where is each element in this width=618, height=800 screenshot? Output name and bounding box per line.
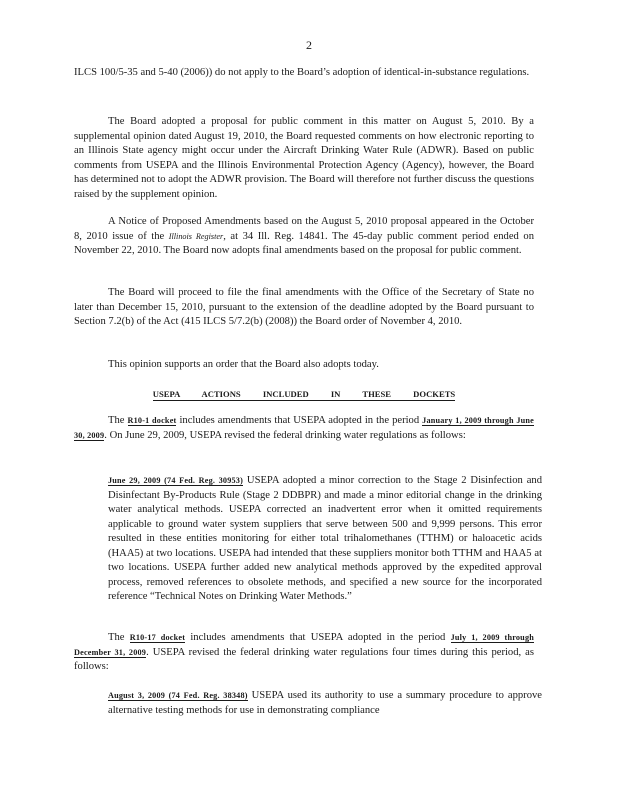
citation-74-fr-30953: June 29, 2009 (74 Fed. Reg. 30953) [108,476,244,485]
r10-1-text-c: . On June 29, 2009, USEPA revised the federal drinking water regulations as follows: [104,429,466,441]
citation-74-fr-38348: August 3, 2009 (74 Fed. Reg. 38348) [108,691,248,700]
r10-17-text-c: . USEPA revised the federal drinking water regulations four times during this period, as follows: [74,646,534,672]
page-number: 2 [306,38,312,52]
section-heading [74,389,534,399]
docket-r10-17: R10-17 docket [129,633,186,642]
quote-august-3-2009 [108,689,542,718]
paragraph-r10-1 [74,414,534,443]
paragraph-ilcs: ILCS 100/5-35 and 5-40 (2006)) do not apply to the Board’s adoption of identical-in-substance regulations. [74,67,530,78]
period-r10-17: July 1, 2009 through December 31, 2009 [74,633,534,657]
r10-1-text-a: The [108,415,125,426]
r10-1-text-b: includes amendments that USEPA adopted in the period [179,415,420,426]
paragraph-proposal: The Board adopted a proposal for public comment in this matter on August 5, 2010. By a supplemental opinion dated August 19, 2010, the Board requested comments on how electronic reporting to an Illinois State agency might occur under the Aircraft Drinking Water Rule (ADWR). Based on public comments from USEPA and the Illinois Environmental Protection Agency (Agency), however, the Board has determined not to adopt the ADWR provision. The Board will therefore not further discuss the questions raised by the supplement opinion. [74,116,534,200]
paragraph-filing: The Board will proceed to file the final amendments with the Office of the Secretary of State no later than December 15, 2010, pursuant to the extension of the deadline adopted by the Board pursuant to Section 7.2(b) of the Act (415 ILCS 5/7.2(b) (2008)) the Board order of November 4, 2010. [74,287,534,327]
quote-june-29-text: USEPA adopted a minor correction to the Stage 2 Disinfection and Disinfectant By-Products Rule (Stage 2 DDBPR) and made a minor editorial change in the drinking water analytical methods. USEPA corrected an inadvertent error when it omitted requirements applicable to ground water system suppliers that serve between 500 and 9,999 persons. This error resulted in these entities monitoring for either total trihalomethanes (TTHM) or haloacetic acids (HAA5) at two locations. USEPA had intended that these suppliers monitor both TTHM and HAA5 at two locations. USEPA further added new analytical methods approved by the expedited approval process, removed references to obsolete methods, and specified a new source for the incorporated reference “Technical Notes on Drinking Water Methods.” [108,475,542,602]
r10-17-text-b: includes amendments that USEPA adopted in the period [190,632,446,643]
section-heading-text: USEPA ACTIONS INCLUDED IN THESE DOCKETS [152,389,456,399]
paragraph-r10-17 [74,631,534,675]
docket-r10-1: R10-1 docket [127,416,177,425]
period-r10-1: January 1, 2009 through June 30, 2009 [74,416,534,440]
paragraph-notice [74,215,534,259]
notice-text-b: , at 34 Ill. Reg. 14841. The 45-day public comment period ended on November 22, 2010. The Board now adopts final amendments based on the proposal for public comment. [74,230,534,256]
notice-text-a: A Notice of Proposed Amendments based on the August 5, 2010 proposal appeared in the October 8, 2010 issue of the [74,216,534,242]
quote-august-3-text: USEPA used its authority to use a summary procedure to approve alternative testing methods for use in demonstrating compliance [108,690,542,716]
r10-17-text-a: The [108,632,125,643]
illinois-register-title: Illinois Register [168,231,224,241]
quote-june-29-2009 [108,474,542,605]
paragraph-opinion: This opinion supports an order that the Board also adopts today. [108,359,379,370]
